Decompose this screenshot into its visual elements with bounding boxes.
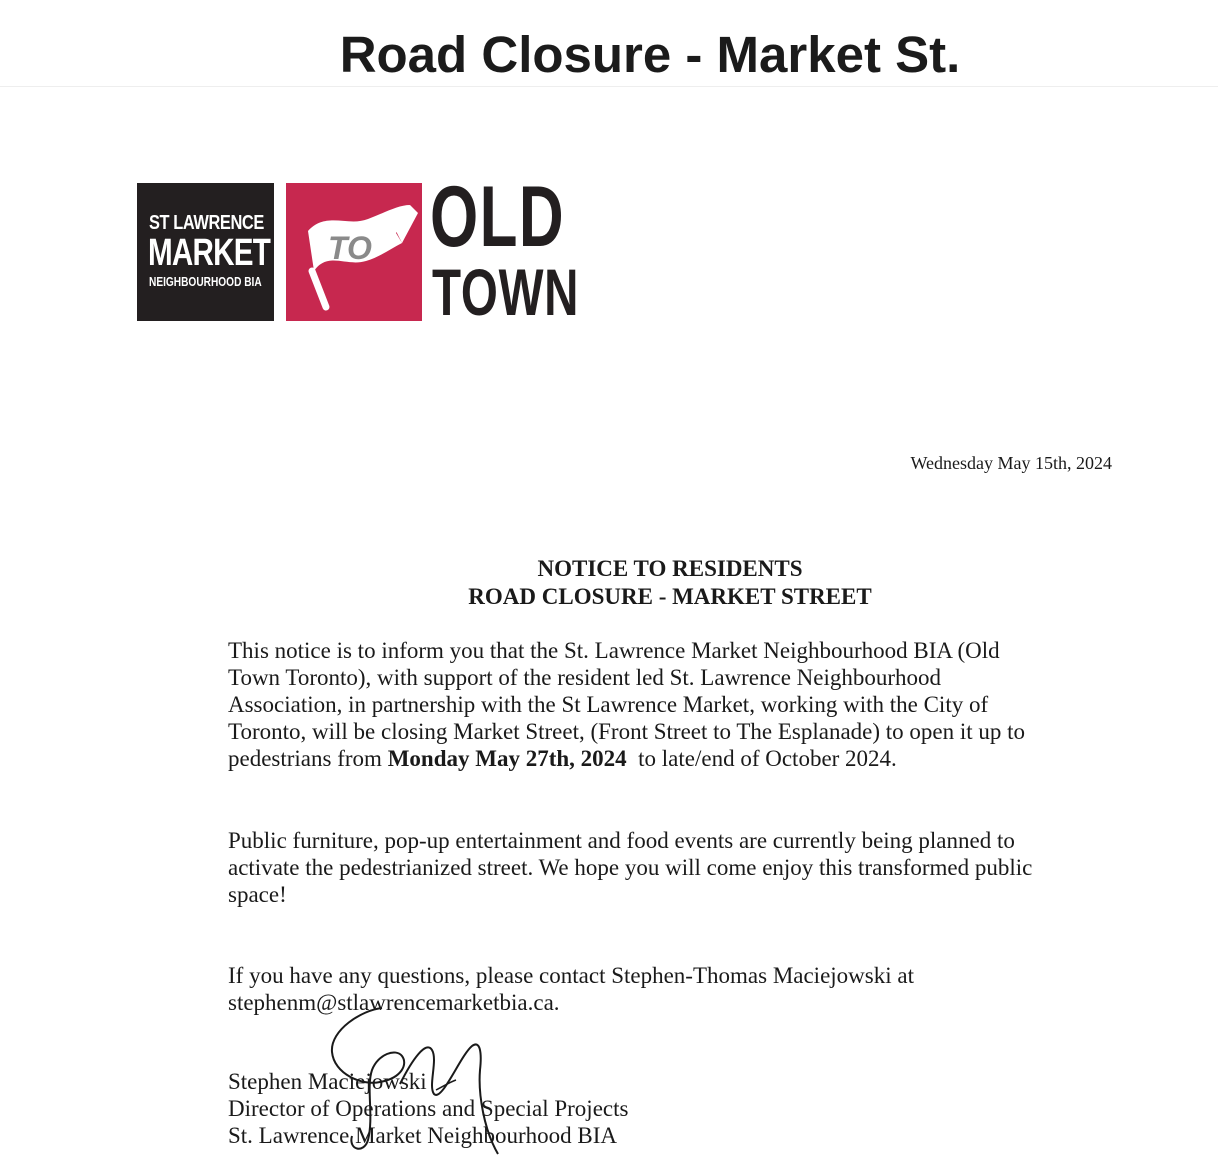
page-header [0,0,1218,87]
paragraph-line: This notice is to inform you that the St. Lawrence Market Neighbourhood BIA (Old [228,638,1000,663]
logo-town-text: TOWN [432,255,580,329]
flag-text: TO [328,230,372,266]
logo-flag-block [286,183,422,321]
contact-email: stephenm@stlawrencemarketbia.ca. [228,990,560,1015]
line-text: to late/end of October 2024. [626,746,897,771]
logo-wordmark-block [137,183,274,321]
logo-line-3: NEIGHBOURHOOD BIA [149,274,262,289]
signer-organization: St. Lawrence Market Neighbourhood BIA [228,1123,617,1148]
paragraph-line: space! [228,882,287,907]
logo-line-1: ST LAWRENCE [149,212,264,234]
closure-start-date: Monday May 27th, 2024 [387,746,627,771]
paragraph-closure-details [228,637,1108,772]
paragraph-line: Public furniture, pop-up entertainment and food events are currently being planned to [228,828,1015,853]
logo-old-text: OLD [430,169,566,265]
letter-date: Wednesday May 15th, 2024 [910,453,1112,473]
paragraph-line: Toronto, will be closing Market Street, (Front Street to The Esplanade) to open it up to [228,719,1026,744]
page-title: Road Closure - Market St. [339,26,961,83]
paragraph-line: Town Toronto), with support of the resident led St. Lawrence Neighbourhood [228,665,942,690]
paragraph-events [228,827,1108,908]
notice-subheading: ROAD CLOSURE - MARKET STREET [468,584,872,609]
handwritten-signature [322,990,522,1162]
flag-icon [286,183,422,321]
paragraph-line [228,745,1108,772]
paragraph-line: If you have any questions, please contact Stephen-Thomas Maciejowski at [228,963,914,988]
signer-name: Stephen Maciejowski [228,1069,427,1094]
signer-role: Director of Operations and Special Projects [228,1096,629,1121]
paragraph-line: activate the pedestrianized street. We hope you will come enjoy this transformed public [228,855,1033,880]
line-text: pedestrians from [228,746,388,771]
paragraph-line: Association, in partnership with the St Lawrence Market, working with the City of [228,692,989,717]
bia-logo [137,169,580,329]
notice-heading: NOTICE TO RESIDENTS [537,556,803,581]
logo-line-2: MARKET [148,232,271,274]
